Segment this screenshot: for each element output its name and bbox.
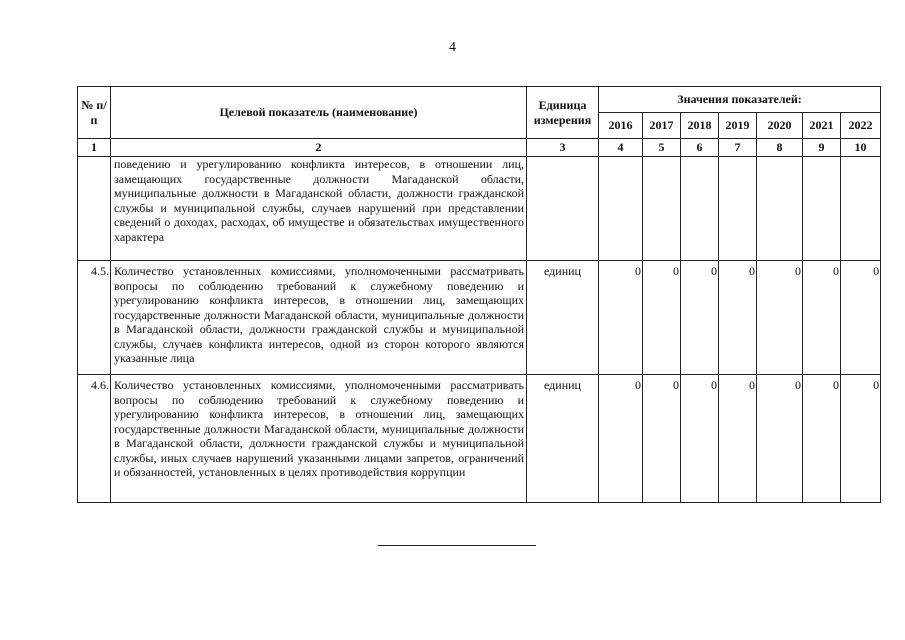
value-cell: 0 xyxy=(599,375,643,503)
column-index-row xyxy=(78,139,881,157)
column-index: 8 xyxy=(757,139,803,157)
value-cell xyxy=(841,157,881,261)
value-cell: 0 xyxy=(803,375,841,503)
value-cell: 0 xyxy=(643,375,681,503)
value-cell: 0 xyxy=(757,375,803,503)
header-num: № п/п xyxy=(78,87,111,139)
column-index: 6 xyxy=(681,139,719,157)
header-values: Значения показателей: xyxy=(599,87,881,113)
value-cell: 0 xyxy=(681,261,719,375)
column-index: 5 xyxy=(643,139,681,157)
value-cell xyxy=(643,157,681,261)
indicator-text: Количество установленных комиссиями, уполномоченными рассматривать вопросы по соблюдению требований к служебному поведению и урегулированию конфликта интересов, в отношении лиц, замещающих государственные должности Магаданской области, муниципальные должности в Магаданской области, должности гражданской службы и муниципальной службы, случаев конфликта интересов, одной из сторон которого являются указанные лица xyxy=(111,261,527,375)
unit-cell: единиц xyxy=(527,261,599,375)
column-index: 3 xyxy=(527,139,599,157)
unit-cell xyxy=(527,157,599,261)
table-row xyxy=(78,375,881,503)
value-cell: 0 xyxy=(719,375,757,503)
closing-divider xyxy=(378,545,536,546)
header-year: 2019 xyxy=(719,113,757,139)
header-row-top xyxy=(78,87,881,113)
indicator-text: Количество установленных комиссиями, уполномоченными рассматривать вопросы по соблюдению требований к служебному поведению и урегулированию конфликта интересов, в отношении лиц, замещающих государственные должности Магаданской области, муниципальные должности в Магаданской области, должности гражданской службы и муниципальной службы, иных случаев нарушений указанными лицами запретов, ограничений и обязанностей, установленных в целях противодействия коррупции xyxy=(111,375,527,503)
table-row xyxy=(78,157,881,261)
page-number: 4 xyxy=(449,40,456,55)
row-number: 4.5. xyxy=(78,261,111,375)
value-cell: 0 xyxy=(841,375,881,503)
value-cell: 0 xyxy=(681,375,719,503)
column-index: 9 xyxy=(803,139,841,157)
header-year: 2016 xyxy=(599,113,643,139)
value-cell: 0 xyxy=(841,261,881,375)
value-cell: 0 xyxy=(719,261,757,375)
value-cell: 0 xyxy=(757,261,803,375)
row-number xyxy=(78,157,111,261)
table-row xyxy=(78,261,881,375)
header-year: 2021 xyxy=(803,113,841,139)
header-unit: Единица измерения xyxy=(527,87,599,139)
column-index: 2 xyxy=(111,139,527,157)
value-cell xyxy=(803,157,841,261)
column-index: 4 xyxy=(599,139,643,157)
row-number: 4.6. xyxy=(78,375,111,503)
value-cell xyxy=(719,157,757,261)
value-cell xyxy=(599,157,643,261)
header-title: Целевой показатель (наименование) xyxy=(111,87,527,139)
value-cell: 0 xyxy=(803,261,841,375)
unit-cell: единиц xyxy=(527,375,599,503)
header-year: 2018 xyxy=(681,113,719,139)
column-index: 10 xyxy=(841,139,881,157)
value-cell: 0 xyxy=(599,261,643,375)
header-year: 2020 xyxy=(757,113,803,139)
indicator-text: поведению и урегулированию конфликта интересов, в отношении лиц, замещающих государственные должности Магаданской области, муниципальные должности в Магаданской области, должности гражданской службы и муниципальной службы, случаев нарушений при представлении сведений о доходах, расходах, об имуществе и обязательствах имущественного характера xyxy=(111,157,527,261)
value-cell xyxy=(757,157,803,261)
indicators-table xyxy=(77,86,881,503)
value-cell: 0 xyxy=(643,261,681,375)
header-year: 2022 xyxy=(841,113,881,139)
value-cell xyxy=(681,157,719,261)
header-year: 2017 xyxy=(643,113,681,139)
column-index: 1 xyxy=(78,139,111,157)
column-index: 7 xyxy=(719,139,757,157)
